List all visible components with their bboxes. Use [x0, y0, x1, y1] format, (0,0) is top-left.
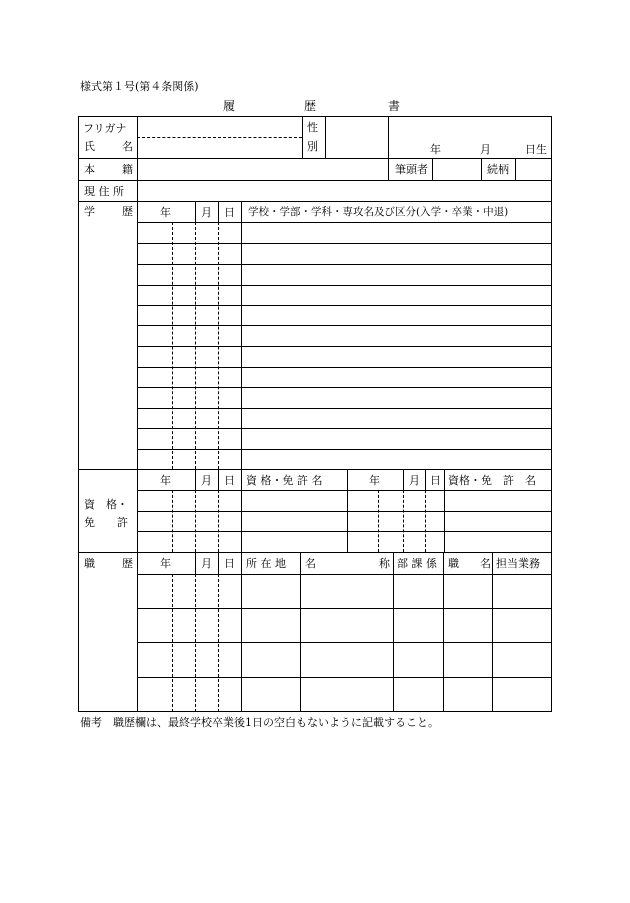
zokugara-label: 続柄	[487, 163, 509, 176]
birth-month-label: 月	[480, 143, 491, 156]
license-col-year-right: 年	[369, 474, 380, 487]
license-col-month-right: 月	[409, 474, 420, 487]
remark-note: 備考 職歴欄は、最終学校卒業後1日の空白もないように記載すること。	[80, 716, 439, 729]
license-col-month-left: 月	[201, 474, 212, 487]
education-col-detail: 学校・学部・学科・専攻名及び区分(入学・卒業・中退)	[248, 206, 509, 218]
sex-label-2: 別	[307, 140, 318, 153]
career-col-dept: 部 課 係	[397, 557, 437, 570]
license-label-2: 免 許	[84, 516, 128, 529]
address-label: 現 住 所	[84, 185, 124, 198]
title-char-3: 書	[388, 99, 401, 113]
career-col-year: 年	[160, 557, 171, 570]
sex-label-1: 性	[307, 121, 318, 134]
title-char-1: 履	[223, 99, 236, 113]
hittousha-label: 筆頭者	[395, 163, 428, 176]
career-col-location: 所 在 地	[246, 557, 286, 570]
career-col-duties: 担当業務	[496, 557, 540, 570]
education-col-month: 月	[201, 206, 212, 219]
education-col-day: 日	[224, 206, 235, 219]
career-col-name-a: 名	[305, 557, 316, 570]
honseki-label-1: 本	[84, 163, 95, 176]
education-label-1: 学	[84, 205, 95, 218]
career-col-month: 月	[201, 557, 212, 570]
career-col-name-b: 称	[379, 557, 390, 570]
career-col-position-a: 職	[448, 557, 459, 570]
license-col-name-left: 資 格・免 許 名	[246, 474, 323, 487]
license-col-day-right: 日	[430, 474, 441, 487]
career-label-1: 職	[84, 557, 95, 570]
name-label-2: 名	[122, 140, 133, 153]
license-label-1: 資 格・	[84, 498, 128, 511]
career-label-2: 歴	[122, 557, 133, 570]
name-label-1: 氏	[84, 140, 95, 153]
education-label-2: 歴	[122, 205, 133, 218]
birth-year-label: 年	[430, 143, 441, 156]
honseki-label-2: 籍	[122, 163, 133, 176]
education-col-year: 年	[160, 206, 171, 219]
form-number: 様式第１号(第４条関係)	[80, 80, 199, 93]
license-col-year-left: 年	[160, 474, 171, 487]
birth-day-label: 日生	[525, 143, 547, 156]
career-col-day: 日	[224, 557, 235, 570]
furigana-label: フリガナ	[83, 122, 127, 135]
title-char-2: 歴	[304, 99, 317, 113]
career-col-position-b: 名	[480, 557, 491, 570]
license-col-day-left: 日	[224, 474, 235, 487]
license-col-name-right: 資格・免 許 名	[448, 474, 536, 487]
